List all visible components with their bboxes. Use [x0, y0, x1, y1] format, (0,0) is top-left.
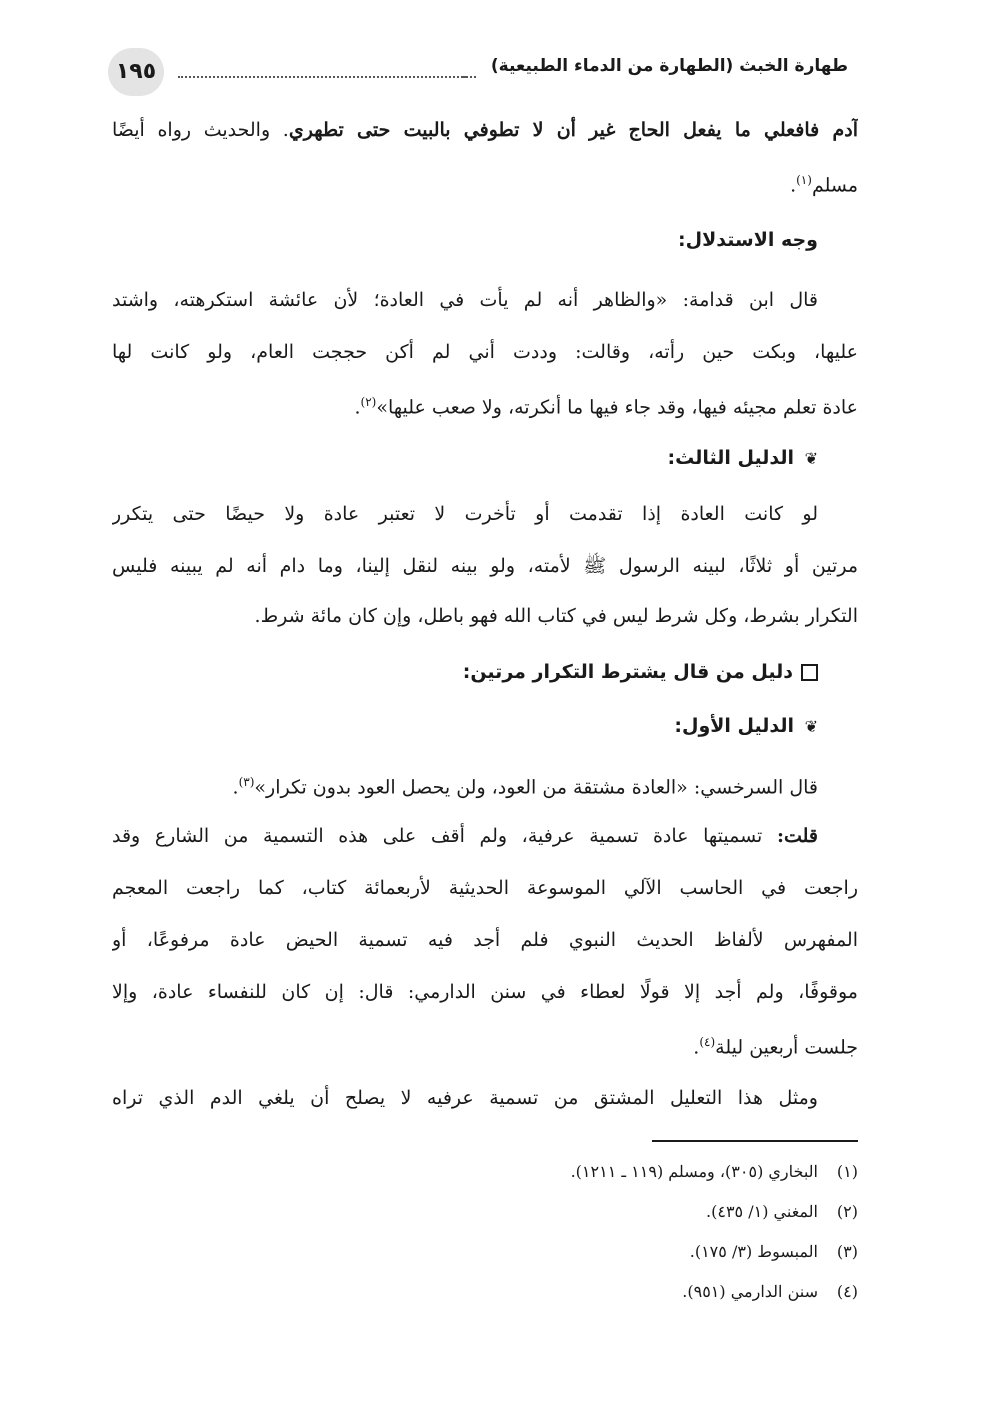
checkbox-icon	[801, 664, 818, 681]
text-line: عادة تعلم مجيئه فيها، وقد جاء فيها ما أنكرته، ولا صعب عليها»$^{(٢)}$.	[354, 395, 858, 419]
text-line: ومثل هذا التعليل المشتق من تسمية عرفيه لا يصلح أن يلغي الدم الذي تراه	[112, 1087, 818, 1109]
section-heading: دليل من قال يشترط التكرار مرتين:	[112, 656, 858, 688]
footnote: (٣)المبسوط (٣/ ١٧٥).	[689, 1242, 858, 1261]
text-line: مسلم$^{(١)}$.	[790, 173, 858, 197]
text-line: مرتين أو ثلاثًا، لبينه الرسول ﷺ لأمته، ولو بينه لنقل إلينا، وما دام أنه لم يبينه فليس	[112, 555, 858, 577]
header-dotted-leader-left	[178, 76, 466, 78]
section-heading: ❦الدليل الثالث:	[667, 447, 818, 469]
footnote-ref: (٤)	[699, 1035, 716, 1049]
text-line: التكرار بشرط، وكل شرط ليس في كتاب الله فهو باطل، وإن كان مائة شرط.	[254, 605, 858, 627]
running-title: طهارة الخبث (الطهارة من الدماء الطبيعية)	[490, 56, 848, 76]
leaf-marker-icon: ❦	[804, 448, 818, 468]
footnote-separator	[652, 1140, 858, 1142]
text-line: آدم فافعلي ما يفعل الحاج غير أن لا تطوفي بالبيت حتى تطهري. والحديث رواه أيضًا	[112, 119, 858, 141]
text-line: موقوفًا، ولم أجد إلا قولًا لعطاء في سنن الدارمي: قال: إن كان للنفساء عادة، وإلا	[112, 981, 858, 1003]
section-heading: وجه الاستدلال:	[678, 229, 818, 251]
page-number: ١٩٥	[108, 48, 164, 96]
footnote-ref: (٣)	[238, 775, 255, 789]
text-line: قال السرخسي: «العادة مشتقة من العود، ولن يحصل العود بدون تكرار»$^{(٣)}$.	[232, 775, 818, 799]
footnote-ref: (٢)	[360, 395, 377, 409]
page-header	[108, 48, 848, 98]
footnote: (٢)المغني (١/ ٤٣٥).	[706, 1202, 858, 1221]
text-line: لو كانت العادة إذا تقدمت أو تأخرت لا تعتبر عادة ولا حيضًا حتى يتكرر	[112, 503, 818, 525]
footnote: (١)البخاري (٣٠٥)، ومسلم (١١٩ ـ ١٢١١).	[570, 1162, 858, 1181]
text-line: قلت: تسميتها عادة تسمية عرفية، ولم أقف على هذه التسمية من الشارع وقد	[112, 825, 818, 847]
footnote-ref: (١)	[796, 173, 812, 187]
section-heading: ❦الدليل الأول:	[674, 715, 818, 737]
text-line: جلست أربعين ليلة$^{(٤)}$.	[693, 1035, 858, 1059]
text-line: راجعت في الحاسب الآلي الموسوعة الحديثية لأربعمائة كتاب، كما راجعت المعجم	[112, 877, 858, 899]
text-line: قال ابن قدامة: «والظاهر أنه لم يأت في العادة؛ لأن عائشة استكرهته، واشتد	[112, 289, 818, 311]
header-dotted-leader-right	[462, 76, 476, 78]
leaf-marker-icon: ❦	[804, 716, 818, 736]
text-line: عليها، وبكت حين رأته، وقالت: وددت أني لم أكن حججت العام، ولو كانت لها	[112, 341, 858, 363]
footnote: (٤)سنن الدارمي (٩٥١).	[682, 1282, 858, 1301]
text-line: المفهرس لألفاظ الحديث النبوي فلم أجد فيه تسمية الحيض عادة مرفوعًا، أو	[112, 929, 858, 951]
